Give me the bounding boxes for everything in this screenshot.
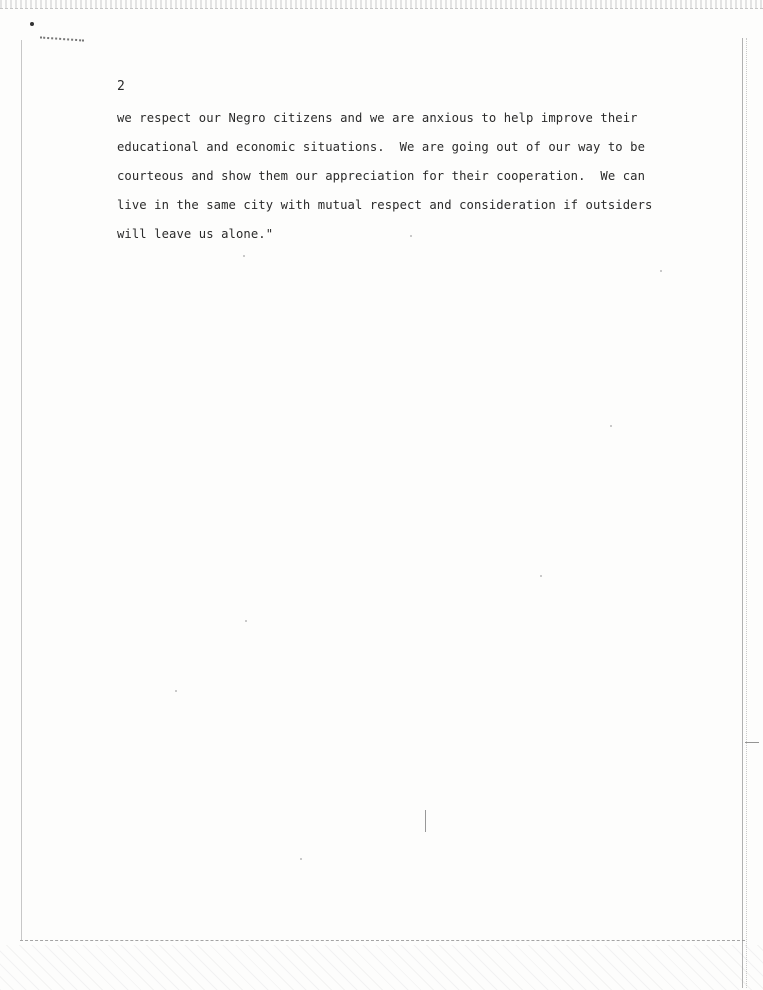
body-paragraph	[117, 108, 677, 253]
scan-speck	[243, 255, 245, 257]
stray-ink-mark-right	[745, 742, 759, 743]
scan-speck	[610, 425, 612, 427]
body-line: educational and economic situations. We are going out of our way to be	[117, 140, 646, 154]
body-line: will leave us alone."	[117, 227, 274, 241]
ink-dot-mark	[30, 22, 34, 26]
scan-edge-bottom	[20, 940, 745, 942]
scan-speck	[660, 270, 662, 272]
ink-corner-mark	[40, 36, 84, 45]
body-line: live in the same city with mutual respect and consideration if outsiders	[117, 198, 653, 212]
page-number: 2	[117, 79, 126, 94]
scan-edge-left	[21, 40, 23, 940]
scan-speck	[300, 858, 302, 860]
scan-edge-right	[742, 38, 747, 988]
scan-speck	[540, 575, 542, 577]
body-line: we respect our Negro citizens and we are anxious to help improve their	[117, 111, 638, 125]
scan-speck	[245, 620, 247, 622]
stray-ink-mark	[425, 810, 426, 832]
scan-noise-bottom	[0, 945, 763, 990]
body-line: courteous and show them our appreciation for their cooperation. We can	[117, 169, 646, 183]
scan-edge-top	[0, 0, 763, 9]
scan-speck	[175, 690, 177, 692]
